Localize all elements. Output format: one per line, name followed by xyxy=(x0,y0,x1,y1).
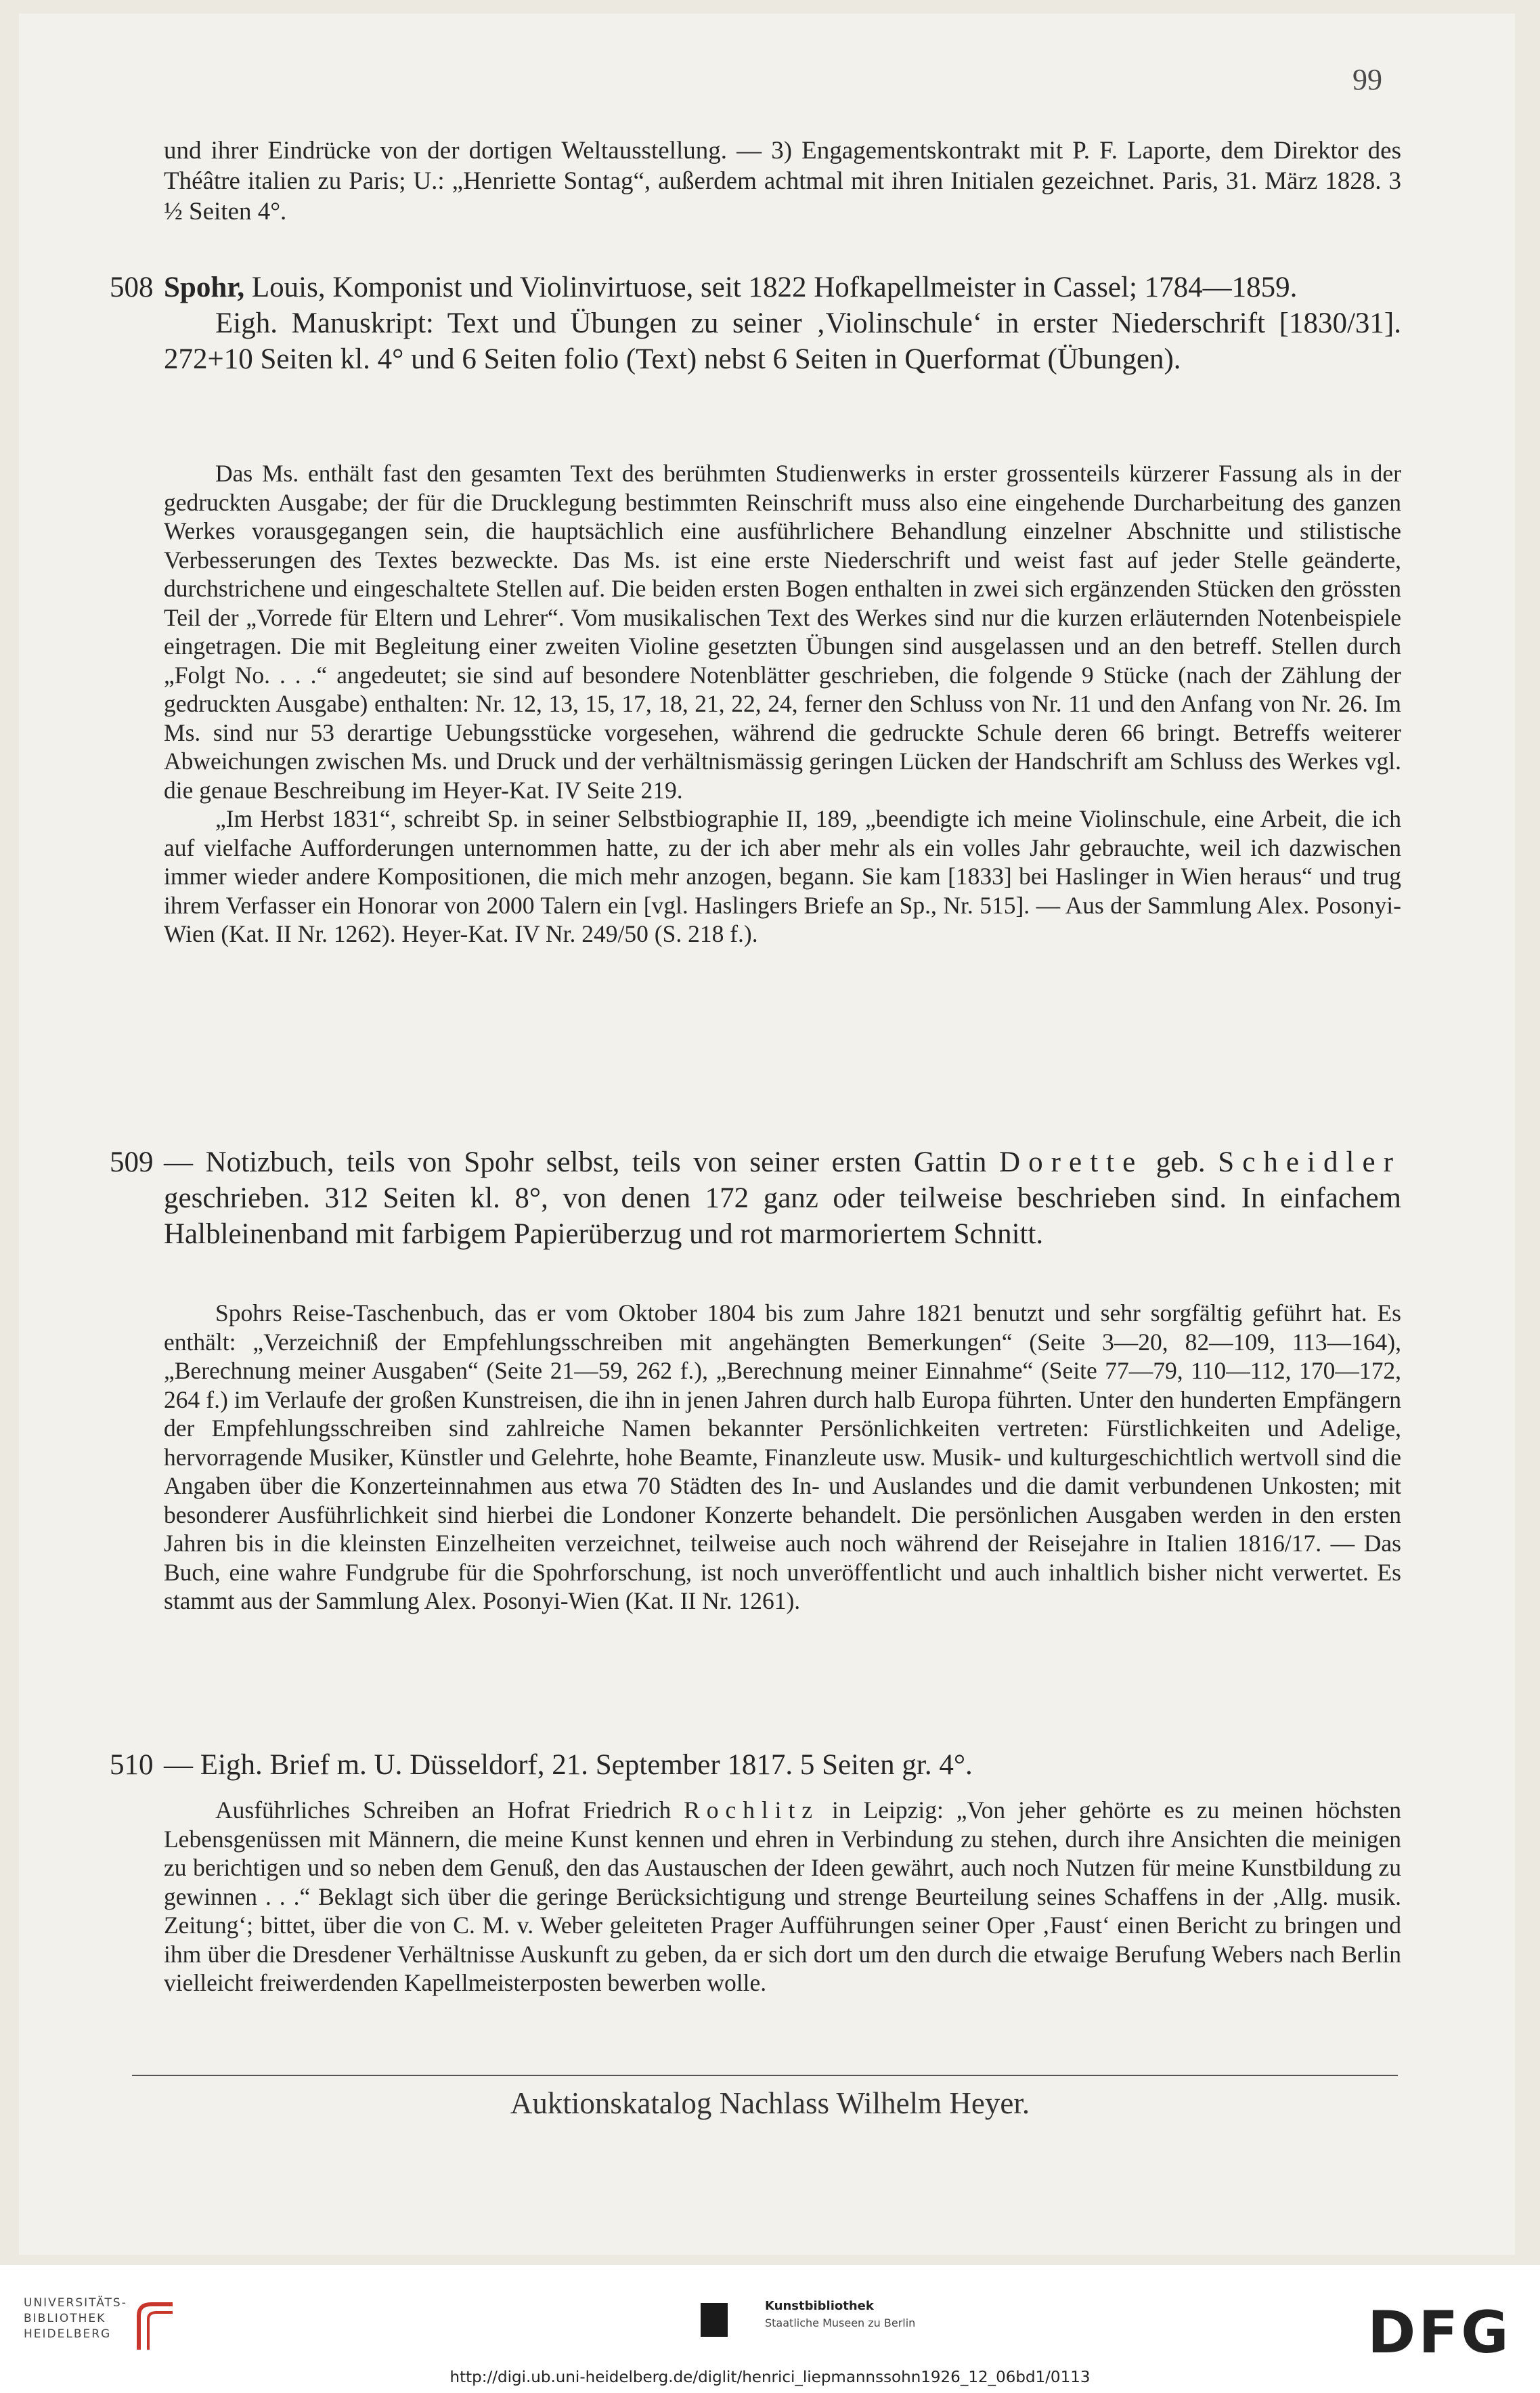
person-name: Dorette xyxy=(998,1146,1144,1178)
note-paragraph: Spohrs Reise-Taschenbuch, das er vom Oktober 1804 bis zum Jahre 1821 benutzt und sehr sorgfältig geführt hat. Es enthält: „Verzeichniß der Empfehlungsschreiben mit angehängten Bemerkungen“ (Seite 3—20, 82—109, 113—164), „Berechnung meiner Ausgaben“ (Seite 21—59, 262 f.), „Berechnung meiner Einnahme“ (Seite 77—79, 110—112, 170—172, 264 f.) im Verlaufe der großen Kunstreisen, die ihn in jenen Jahren durch halb Europa führten. Unter den hunderten Empfängern der Empfehlungsschreiben sind zahlreiche Namen bekannter Persönlichkeiten vertreten: Fürstlichkeiten und Adelige, hervorragende Musiker, Künstler und Gelehrte, hohe Beamte, Finanzleute usw. Musik- und kulturgeschichtlich wertvoll sind die Angaben über die Konzerteinnahmen aus etwa 70 Städten des In- und Auslandes und die damit verbundenen Unkosten; mit besonderer Ausführlichkeit sind hierbei die Londoner Konzerte behandelt. Die persönlichen Ausgaben werden in den ersten Jahren bis in die kleinsten Einzelheiten verzeichnet, teilweise auch noch während der Reisejahre in Italien 1816/17. — Das Buch, eine wahre Fundgrube für die Spohrforschung, ist noch unveröffentlicht und auch inhaltlich bisher nicht verwertet. Es stammt aus der Sammlung Alex. Posonyi-Wien (Kat. II Nr. 1261). xyxy=(164,1299,1401,1614)
entry-number: 509 xyxy=(110,1146,154,1178)
item-description: Eigh. Manuskript: Text und Übungen zu seiner ‚Violinschule‘ in erster Niederschrift [1830/31]. 272+10 Seiten kl. 4° und 6 Seiten folio (Text) nebst 6 Seiten in Querformat (Übungen). xyxy=(164,307,1401,375)
entry-509 xyxy=(110,1144,1401,1252)
entry-number: 508 xyxy=(110,272,154,303)
note-paragraph: „Im Herbst 1831“, schreibt Sp. in seiner Selbstbiographie II, 189, „beendigte ich meine Violinschule, eine Arbeit, die ich auf vielfache Aufforderungen unternommen hatte, zu der ich aber mehr als ein volles Jahr gebrauchte, weil ich dazwischen immer wieder andere Kompositionen, die mich mehr anzogen, begann. Sie kam [1833] bei Haslinger in Wien heraus“ und trug ihrem Verfasser ein Honorar von 2000 Talern ein [vgl. Haslingers Briefe an Sp., Nr. 515]. — Aus der Sammlung Alex. Posonyi-Wien (Kat. II Nr. 1262). Heyer-Kat. IV Nr. 249/50 (S. 218 f.). xyxy=(164,805,1401,947)
logo-text: Kunstbibliothek xyxy=(765,2299,874,2313)
entry-508 xyxy=(110,270,1401,377)
intro-block xyxy=(164,135,1401,227)
person-name: Rochlitz xyxy=(684,1796,819,1824)
logo-text: UNIVERSITÄTS- xyxy=(24,2296,127,2310)
heading-text: geb. xyxy=(1143,1146,1218,1178)
note-paragraph: Das Ms. enthält fast den gesamten Text des berühmten Studienwerks in erster grossenteils kürzerer Fassung als in der gedruckten Ausgabe; der für die Drucklegung bestimmten Reinschrift muss also eine eingehende Durcharbeitung des ganzen Werkes vorausgegangen sein, die hauptsächlich eine ausführlichere Behandlung einzelner Abschnitte und stilistische Verbesserungen des Textes bezweckte. Das Ms. ist eine erste Niederschrift und weist fast auf jeder Stelle geänderte, durchstrichene und eingeschaltete Stellen auf. Die beiden ersten Bogen enthalten in zwei sich ergänzenden Stücken den grössten Teil der „Vorrede für Eltern und Lehrer“. Vom musikalischen Text des Werkes sind nur die kurzen erläuternden Notenbeispiele eingetragen. Die mit Begleitung einer zweiten Violine gesetzten Übungen sind ausgelassen und an den betreff. Stellen durch „Folgt No. . . .“ angedeutet; sie sind auf besondere Notenblätter geschrieben, die folgende 9 Stücke (nach der Zählung der gedruckten Ausgabe) enthalten: Nr. 12, 13, 15, 17, 18, 21, 22, 24, ferner den Schluss von Nr. 11 und den Anfang von Nr. 26. Im Ms. sind nur 53 derartige Uebungsstücke vorgesehen, während die gedruckte Schule deren 66 bringt. Betreffs weiterer Abweichungen zwischen Ms. und Druck und der verhältnismässig geringen Lücken der Handschrift am Schluss des Werkes vgl. die genaue Beschreibung im Heyer-Kat. IV Seite 219. xyxy=(164,460,1401,804)
entry-heading: — Eigh. Brief m. U. Düsseldorf, 21. September 1817. 5 Seiten gr. 4°. xyxy=(164,1749,973,1781)
note-text: in Leipzig: „Von jeher gehörte es zu meinen höchsten Lebensgenüssen mit Männern, die meine Kunst kennen und ehren in Verbindung zu stehen, durch ihre Ansichten die meinigen zu berichtigen und so neben dem Genuß, den das Austauschen der Ideen gewährt, auch noch Nutzen für meine Kunstbildung zu gewinnen . . .“ Beklagt sich über die geringe Berücksichtigung und strenge Beurteilung seines Schaffens in der ‚Allg. musik. Zeitung‘; bittet, über die von C. M. v. Weber geleiteten Prager Aufführungen seiner Oper ‚Faust‘ einen Bericht zu bringen und ihm über die Dresdener Verhältnisse Auskunft zu geben, da er sich dort um den durch die etwaige Berufung Webers nach Berlin vielleicht freiwerdenden Kapellmeisterposten bewerben wolle. xyxy=(164,1796,1402,1996)
entry-508-notes xyxy=(164,459,1401,949)
entry-510 xyxy=(110,1747,1401,1783)
logo-text: BIBLIOTHEK xyxy=(24,2312,106,2325)
heading-text: Louis, Komponist und Violinvirtuose, seit 1822 Hofkapellmeister in Cassel; 1784—1859. xyxy=(244,272,1298,303)
footer-rule xyxy=(132,2075,1398,2076)
permalink-url[interactable]: http://digi.ub.uni-heidelberg.de/diglit/henrici_liepmannssohn1926_12_06bd1/0113 xyxy=(449,2369,1091,2386)
entry-heading xyxy=(164,1144,1401,1252)
museum-logo-icon xyxy=(701,2303,728,2337)
entry-number: 510 xyxy=(110,1749,154,1781)
note-text: Ausführliches Schreiben an Hofrat Friedrich xyxy=(215,1796,684,1824)
intro-text: und ihrer Eindrücke von der dortigen Weltausstellung. — 3) Engagementskontrakt mit P. F. Laporte, dem Direktor des Théâtre italien zu Paris; U.: „Henriette Sontag“, außerdem achtmal mit ihren Initialen gezeichnet. Paris, 31. März 1828. 3 ½ Seiten 4°. xyxy=(164,137,1401,225)
university-library-logo xyxy=(24,2295,127,2342)
entry-509-notes xyxy=(164,1299,1401,1616)
page-number: 99 xyxy=(1352,63,1382,96)
entry-heading xyxy=(164,270,1401,305)
composer-name: Spohr, xyxy=(164,272,245,303)
person-name: Scheidler xyxy=(1218,1146,1401,1178)
entry-510-notes xyxy=(164,1796,1401,1998)
logo-text: Staatliche Museen zu Berlin xyxy=(765,2316,916,2329)
heidelberg-mark-icon xyxy=(132,2299,179,2353)
dfg-logo: DFG xyxy=(1367,2299,1512,2367)
note-paragraph xyxy=(164,1796,1401,1998)
footer-title: Auktionskatalog Nachlass Wilhelm Heyer. xyxy=(510,2086,1030,2120)
heading-text: geschrieben. 312 Seiten kl. 8°, von denen 172 ganz oder teilweise beschrieben sind. In einfachem Halbleinenband mit farbigem Papierüberzug und rot marmoriertem Schnitt. xyxy=(164,1182,1401,1250)
heading-text: — Notizbuch, teils von Spohr selbst, teils von seiner ersten Gattin xyxy=(164,1146,999,1178)
logo-text: HEIDELBERG xyxy=(24,2327,112,2341)
